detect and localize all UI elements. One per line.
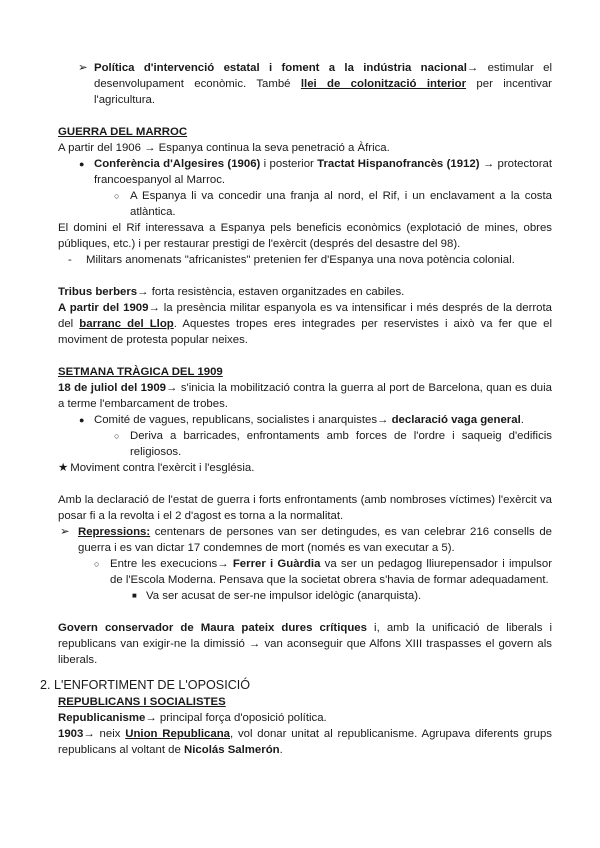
execucions-text: Entre les execucions→ [110, 558, 233, 570]
repressions-item [58, 524, 552, 556]
setmana-heading: SETMANA TRÀGICA DEL 1909 [58, 366, 223, 378]
star-icon: ★ [58, 462, 69, 474]
tractat-text: → protectorat francoespanyol al Marroc. [94, 158, 552, 186]
arrow-bullet-icon: ➢ [78, 62, 88, 74]
circle-bullet-icon: ○ [114, 191, 120, 201]
juliol-bold: 18 de juliol del 1909 [58, 382, 167, 394]
barricades-text: Deriva a barricades, enfrontaments amb forces de l'ordre i saqueig d'edificis religiosos. [130, 430, 552, 458]
republicans-heading: REPUBLICANS I SOCIALISTES [58, 696, 226, 708]
y1903-paragraph [58, 726, 552, 758]
partir-text-end: . Aquestes tropes eres integrades per reservistes i això va fer que el moviment de protesta popular neixes. [58, 318, 552, 346]
rif-sub-item [58, 188, 552, 220]
vaga-item [58, 412, 552, 428]
marroc-heading: GUERRA DEL MARROC [58, 126, 188, 138]
acusat-item [58, 588, 552, 604]
algesires-text: i posterior [260, 158, 318, 170]
juliol-paragraph [58, 380, 552, 412]
section-title: 2. L'ENFORTIMENT DE L'OPOSICIÓ [40, 678, 251, 692]
tractat-bold: Tractat Hispanofrancès (1912) [317, 158, 480, 170]
dot-bullet-icon: ● [79, 159, 85, 169]
execucions-text-end: va ser un pedagog lliurepensador i impulsor de l'Escola Moderna. Pensava que la societat obrera s'havia de formar adequadament. [110, 558, 552, 586]
vaga-text-end: . [520, 414, 524, 426]
rif-sub-text: A Espanya li va concedir una franja al nord, el Rif, i un enclavament a la costa atlàntica. [130, 190, 552, 218]
y1903-text: → neix [83, 728, 126, 740]
tribus-text: → forta resistència, estaven organitzades en cabiles. [137, 286, 405, 298]
vaga-text: Comité de vagues, republicans, socialistes i anarquistes→ [94, 414, 392, 426]
ferrer-bold: Ferrer i Guàrdia [232, 558, 321, 570]
declaracio-paragraph: Amb la declaració de l'estat de guerra i forts enfrontaments (amb nombroses víctimes) l'exèrcit va posar fi a la revolta i el 2 d'agost es torna a la normalitat. [58, 494, 552, 522]
partir-text: → la presència militar espanyola es va intensificar i més després de la derrota del [58, 302, 553, 330]
barricades-item [58, 428, 552, 460]
dot-bullet-icon: ● [79, 415, 85, 425]
repressions-bold: Repressions: [78, 526, 151, 538]
govern-bold: Govern conservador de Maura pateix dures crítiques [58, 622, 367, 634]
execucions-item [58, 556, 552, 588]
star-text: Moviment contra l'exèrcit i l'església. [70, 462, 255, 474]
africanistes-item [58, 252, 552, 268]
square-bullet-icon: ■ [132, 591, 137, 600]
govern-paragraph [58, 620, 552, 668]
republicanisme-bold: Republicanisme [58, 712, 146, 724]
tribus-paragraph [58, 284, 552, 300]
y1903-bold: 1903 [58, 728, 84, 740]
africanistes-text: Militars anomenats "africanistes" pretenien fer d'Espanya una nova potència colonial. [86, 254, 515, 266]
juliol-text: → s'inicia la mobilització contra la guerra al port de Barcelona, quan es duia a terme l'embarcament de trobes. [58, 382, 552, 410]
intervention-text-end: per incentivar l'agricultura. [94, 78, 552, 106]
y1903-text-end: . [279, 744, 283, 756]
union-republicana: Union Republicana [125, 728, 230, 740]
star-line [58, 460, 552, 476]
marroc-intro: A partir del 1906 → Espanya continua la seva penetració a Àfrica. [58, 142, 390, 154]
intervention-text: → estimular el desenvolupament econòmic. També [94, 62, 552, 90]
dash-bullet-icon: - [68, 254, 72, 266]
republicanisme-paragraph [58, 710, 552, 726]
barranc-bold: barranc del Llop [79, 318, 174, 330]
govern-text: i, amb la unificació de liberals i republicans van exigir-ne la dimissió → van aconseguir que Alfons XIII traspasses el govern als liberals. [58, 622, 552, 666]
salmeron-bold: Nicolás Salmerón [184, 744, 280, 756]
republicanisme-text: → principal força d'oposició política. [145, 712, 327, 724]
partir-bold: A partir del 1909 [58, 302, 149, 314]
repressions-text: centenars de persones van ser detingudes, es van celebrar 216 consells de guerra i es van dictar 17 condemnes de mort (només es van executar a 5). [78, 526, 552, 554]
circle-bullet-icon: ○ [114, 431, 120, 441]
intervention-item [58, 60, 552, 108]
algesires-bold: Conferència d'Algesires (1906) [94, 158, 261, 170]
document-page [40, 60, 553, 758]
colonitzacio-law: llei de colonització interior [300, 78, 467, 90]
algesires-item [58, 156, 552, 188]
intervention-bold: Política d'intervenció estatal i foment a la indústria nacional [94, 62, 467, 74]
rif-paragraph: El domini el Rif interessava a Espanya pels beneficis econòmics (explotació de mines, obres públiques, etc.) i per restaurar prestigi de l'exèrcit (després del desastre del 98). [58, 222, 552, 250]
partir-paragraph [58, 300, 552, 348]
arrow-bullet-icon: ➢ [60, 526, 70, 538]
circle-bullet-icon: ○ [94, 559, 100, 569]
y1903-text-mid: , vol donar unitat al republicanisme. Agrupava diferents grups republicans al voltant de [58, 728, 552, 756]
vaga-bold: declaració vaga general [391, 414, 521, 426]
acusat-text: Va ser acusat de ser-ne impulsor idelògic (anarquista). [146, 590, 422, 602]
tribus-bold: Tribus berbers [58, 286, 138, 298]
